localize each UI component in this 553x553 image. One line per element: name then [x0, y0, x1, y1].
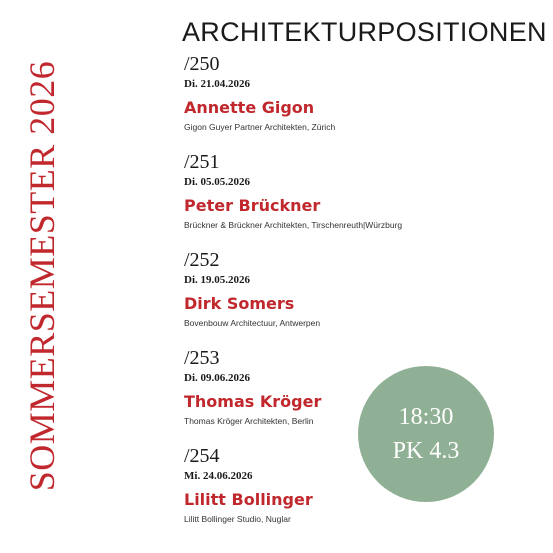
- lecture-date: Di. 21.04.2026: [184, 78, 250, 90]
- lecture-date: Di. 05.05.2026: [184, 176, 250, 188]
- lecture-item: [184, 150, 484, 248]
- lecture-room: PK 4.3: [392, 438, 460, 464]
- time-location-badge: [358, 366, 494, 502]
- lecture-number: /251: [184, 151, 220, 173]
- lecture-speaker: Dirk Somers: [184, 294, 295, 313]
- lecture-office: Gigon Guyer Partner Architekten, Zürich: [184, 122, 336, 132]
- lecture-office: Thomas Kröger Architekten, Berlin: [184, 416, 314, 426]
- lecture-item: [184, 248, 484, 346]
- lecture-date: Di. 09.06.2026: [184, 372, 250, 384]
- lecture-number: /253: [184, 347, 220, 369]
- lecture-office: Bovenbouw Architectuur, Antwerpen: [184, 318, 321, 328]
- semester-title: SOMMERSEMESTER 2026: [22, 60, 62, 492]
- lecture-speaker: Thomas Kröger: [184, 392, 322, 411]
- lecture-office: Brückner & Brückner Architekten, Tirschenreuth|Würzburg: [184, 220, 403, 230]
- series-title: ARCHITEKTURPOSITIONEN: [182, 17, 547, 47]
- lecture-office: Lilitt Bollinger Studio, Nuglar: [184, 514, 291, 524]
- lecture-date: Mi. 24.06.2026: [184, 470, 253, 482]
- lecture-number: /252: [184, 249, 220, 271]
- lecture-date: Di. 19.05.2026: [184, 274, 250, 286]
- lecture-speaker: Peter Brückner: [184, 196, 321, 215]
- lecture-time: 18:30: [398, 404, 454, 430]
- lecture-number: /254: [184, 445, 220, 467]
- lecture-speaker: Lilitt Bollinger: [184, 490, 313, 509]
- lecture-number: /250: [184, 53, 220, 75]
- lecture-speaker: Annette Gigon: [184, 98, 315, 117]
- lecture-item: [184, 52, 484, 150]
